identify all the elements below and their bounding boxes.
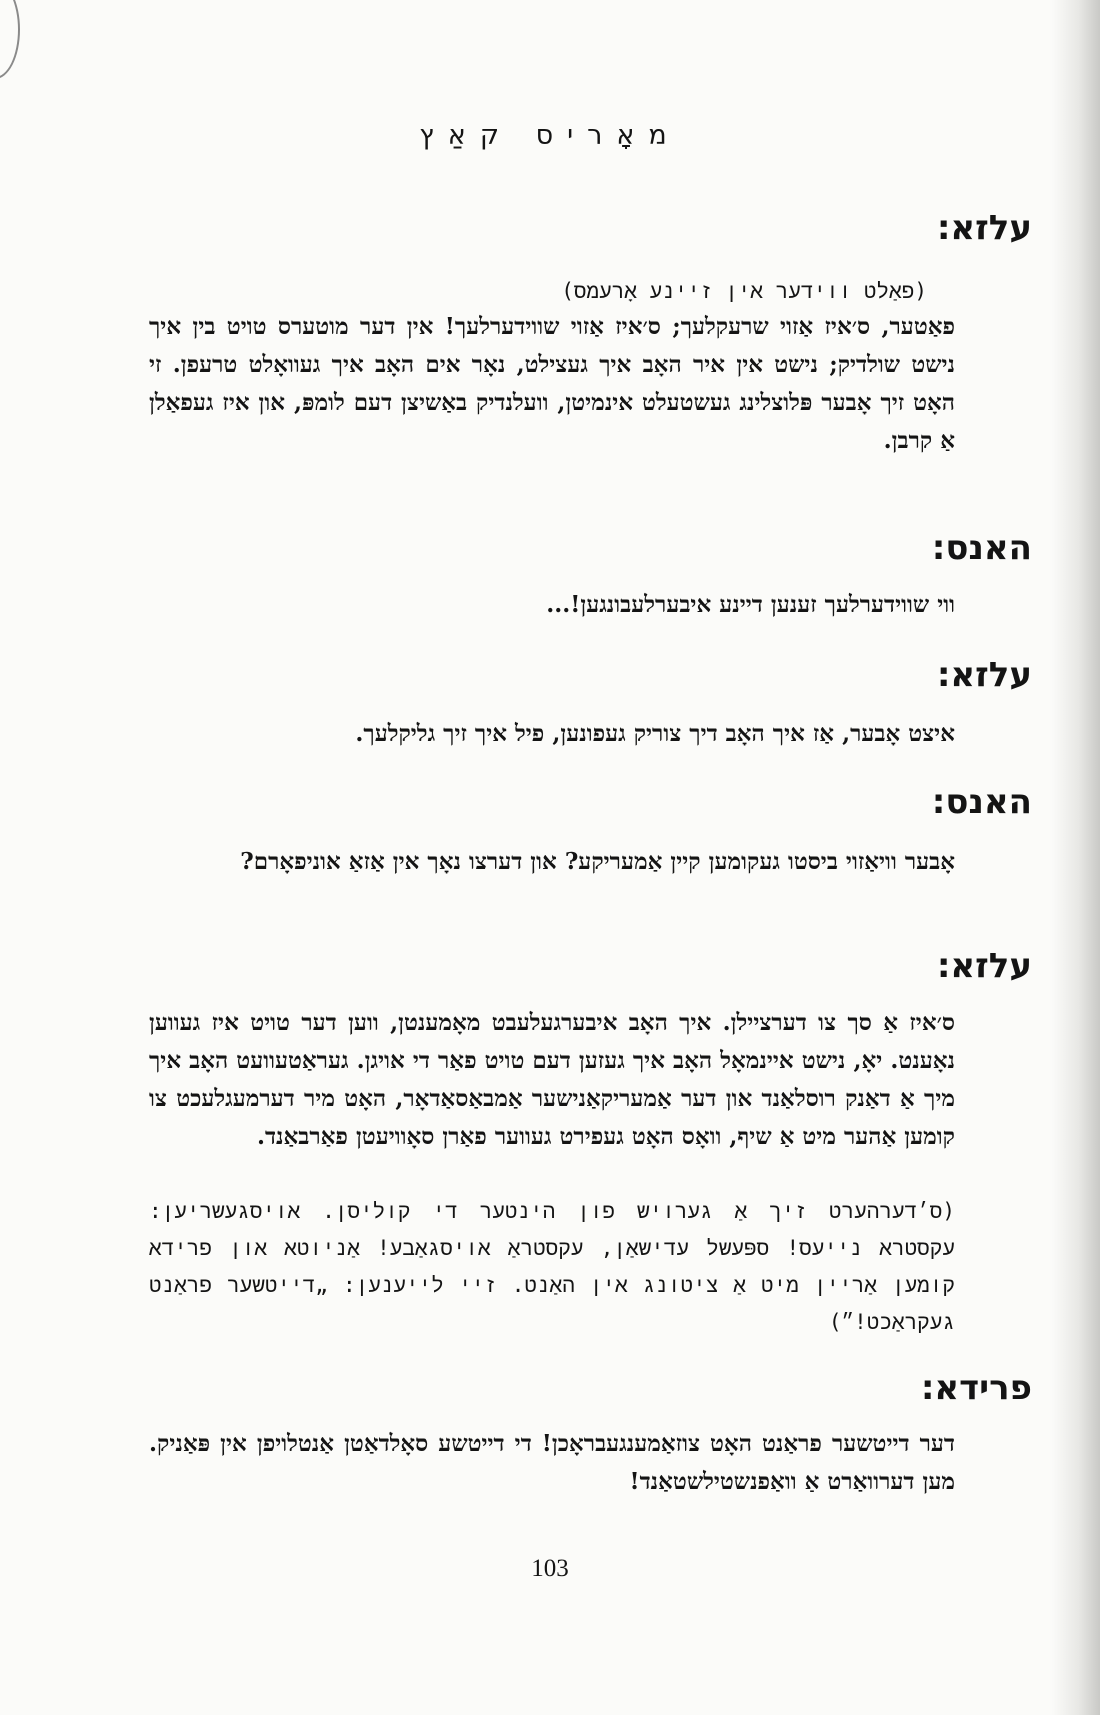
speaker-name: עלזא: bbox=[936, 655, 1032, 695]
speaker-name: עלזא: bbox=[936, 946, 1032, 986]
page-number: 103 bbox=[531, 1555, 569, 1582]
speaker-name: האנס: bbox=[931, 782, 1032, 822]
running-head: מאָריס קאַץ bbox=[419, 120, 681, 151]
speaker-name: פרידא: bbox=[920, 1368, 1032, 1408]
dialogue-text: ס׳איז אַ סך צו דערציילן. איך האָב איבערגעלעבט מאָמענטן, ווען דער טויט איז געווען נאָענט. יאָ, נישט איינמאָל האָב איך געזען דעם טויט פאַר די אויגן. געראַטעוועט האָב איך מיך אַ דאַנק רוסלאַנד און דער אַמעריקאַנישער אַמבאַסאַדאָר, האָט מיר דערמעגלעכט צו קומען אַהער מיט אַ שיף, וואָס האָט געפירט געווער פאַרן סאָוויעטן פאַרבאַנד. bbox=[149, 1009, 955, 1150]
dialogue-text: ווי שווידערלעך זענען דיינע איבערלעבונגען!... bbox=[546, 591, 955, 618]
speaker-name: האנס: bbox=[931, 528, 1032, 568]
dialogue-text: איצט אָבער, אַז איך האָב דיך צוריק געפונען, פיל איך זיך גליקלעך. bbox=[355, 720, 955, 747]
dialogue-text: פאַטער, ס׳איז אַזוי שרעקלעך; ס׳איז אַזוי שווידערלעך! אין דער מוטערס טויט בין איך נישט שולדיק; נישט אין איר האָב איך געצילט, נאָר אים האָב איך געוואָלט טרעפן. זי האָט זיך אָבער פּלוצלינג געשטעלט אינמיטן, וועלנדיק באַשיצן דעם לומפּ, און איז געפאַלן אַ קרבן. bbox=[149, 313, 955, 454]
stage-direction: (ס׳דערהערט זיך אַ גערויש פון הינטער די קוליסן. אויסגעשריען: עקסטרא נייעס! ספּעשל עדישאַן, עקסטראַ אויסגאַבע! אַניוטא און פרידא קומען אַריין מיט אַ ציטונג אין האַנט. זיי לייענען: „דייטשער פראַנט געקראַכט!״) bbox=[149, 1199, 955, 1334]
dialogue-text: דער דייטשער פראַנט האָט צוזאַמענגעבראָכן! די דייטשע סאָלדאַטן אַנטלויפן אין פּאַניק. מען דערוואַרט אַ וואַפנשטילשטאַנד! bbox=[149, 1430, 955, 1495]
dialogue-text: אָבער וויאַזוי ביסטו געקומען קיין אַמעריקע? און דערצו נאָך אין אַזאַ אוניפאָרם? bbox=[240, 848, 955, 875]
page-corner-curl bbox=[0, 0, 20, 79]
page-gutter-shadow bbox=[1052, 0, 1100, 1715]
stage-direction: (פאַלט ווידער אין זיינע אָרעמס) bbox=[561, 279, 927, 303]
speaker-name: עלזא: bbox=[936, 208, 1032, 248]
